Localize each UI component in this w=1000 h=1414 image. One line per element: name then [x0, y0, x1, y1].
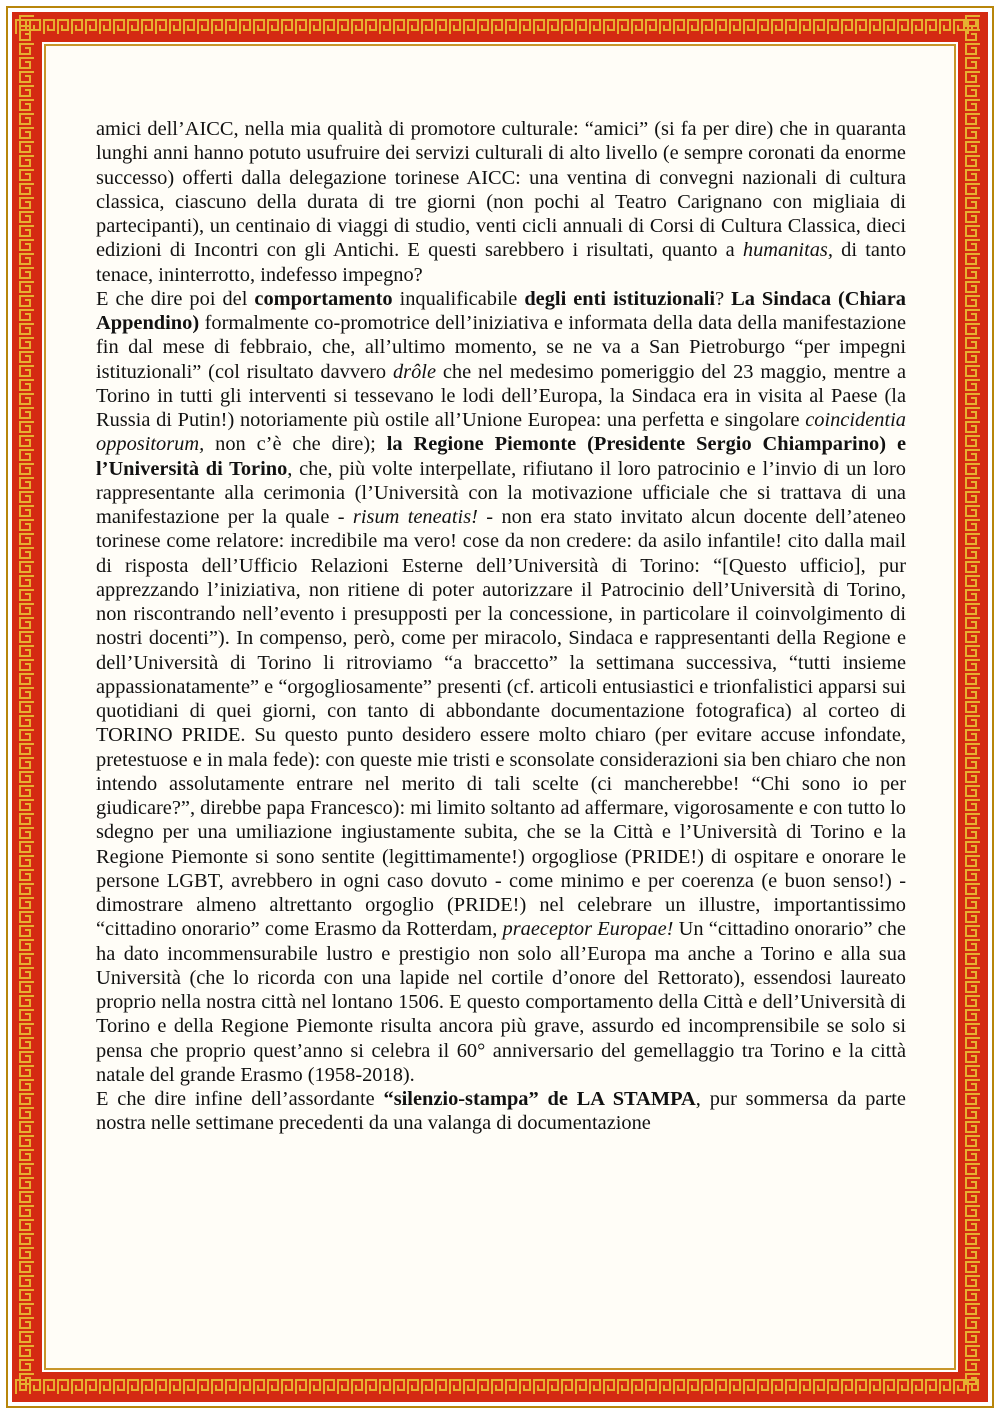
greek-key-pattern-top [14, 14, 986, 40]
paragraph-3 [96, 1087, 906, 1136]
paragraph-1 [96, 117, 906, 287]
italic-run: risum teneatis! [352, 506, 478, 528]
text-run: non c’è che dire); [204, 433, 387, 456]
text-run: , che, più volte interpellate, rifiutano il loro patrocinio e l’invio di un loro rappresentante alla cerimonia (l’Università con la motivazione ufficiale che si trattava di una manifestazione per la quale - [96, 457, 906, 528]
italic-run: drôle [392, 360, 437, 383]
text-run: , pur sommersa da parte nostra nelle settimane precedenti da una valanga di documentazione [96, 1088, 906, 1135]
greek-key-pattern-bottom [14, 1374, 986, 1400]
bold-run: La Sindaca (Chiara Appendino) [96, 287, 906, 334]
italic-run: coincidentia oppositorum, [96, 409, 906, 456]
text-run: E che dire infine dell’assordante [96, 1088, 384, 1110]
italic-run: praeceptor Europae! [502, 918, 674, 941]
text-run: inqualificabile [392, 287, 525, 310]
bold-run: comportamento [254, 287, 393, 310]
text-run: di tanto tenace, ininterrotto, indefesso impegno? [96, 239, 907, 286]
text-run: E che dire poi del [96, 287, 255, 310]
bold-run: la Regione Piemonte (Presidente Sergio Chiamparino) e l’Università di Torino [96, 433, 907, 480]
text-run: ? [715, 287, 732, 310]
text-run: formalmente co-promotrice dell’iniziativa e informata della data della manifestazione fin dal mese di febbraio, che, all’ultimo momento, se ne va a San Pietroburgo “per impegni istituzionali” (col risultato davvero [96, 312, 906, 383]
text-run: che nel medesimo pomeriggio del 23 maggio, mentre a Torino in tutti gli interventi si tessevano le lodi dell’Europa, la Sindaca era in visita al Paese (la Russia di Putin!) notoriamente più ostile all’Unione Europea: una perfetta e singolare [96, 360, 906, 431]
italic-run: humanitas, [742, 239, 833, 262]
text-run: - non era stato invitato alcun docente dell’ateneo torinese come relatore: incredibile ma vero! cose da non credere: da asilo infantile! cito dalla mail di risposta dell’Ufficio Relazioni Esterne dell’Università di Torino: “[Questo ufficio], pur apprezzando l’iniziativa, non ritiene di poter autorizzare il Patrocinio dell’Università di Torino, non riscontrando nell’evento i presupposti per la concessione, in particolare il coinvolgimento di nostri docenti”). In compenso, però, come per miracolo, Sindaca e rappresentanti della Regione e dell’Università di Torino li ritroviamo “a braccetto” la settimana successiva, “tutti insieme appassionatamente” e “orgogliosamente” presenti (cf. articoli entusiastici e trionfalistici apparsi sui quotidiani di quei giorni, con tanto di abbondante documentazione fotografica) al corteo di TORINO PRIDE. Su questo punto desidero essere molto chiaro (per evitare accuse infondate, pretestuose e in mala fede): con queste mie tristi e sconsolate considerazioni sia ben chiaro che non intendo assolutamente entrare nel merito di tali scelte (ci mancherebbe! “Chi sono io per giudicare?”, direbbe papa Francesco): mi limito soltanto ad affermare, vigorosamente e con tutto lo sdegno per una umiliazione ingiustamente subita, che se la Città e l’Università di Torino e la Regione Piemonte si sono sentite (legittimamente!) orgogliose (PRIDE!) di ospitare e onorare le persone LGBT, avrebbero in ogni caso dovuto - come minimo e per coerenza (e buon senso!) - dimostrare almeno altrettanto orgoglio (PRIDE!) nel celebrare un illustre, importantissimo “cittadino onorario” come Erasmo da Rotterdam, [96, 506, 906, 941]
bold-run: degli enti istituzionali [524, 287, 716, 310]
text-run: amici dell’AICC, nella mia qualità di promotore culturale: “amici” (si fa per dire) che in quaranta lunghi anni hanno potuto usufruire dei servizi culturali di alto livello (e sempre coronati da enorme successo) offerti dalla delegazione torinese AICC: una ventina di convegni nazionali di cultura classica, ciascuno della durata di tre giorni (non pochi al Teatro Carignano con migliaia di partecipanti), un centinaio di viaggi di studio, venti cicli annuali di Corsi di Cultura Classica, dieci edizioni di Incontri con gli Antichi. E questi sarebbero i risultati, quanto a [96, 118, 906, 262]
body-text [96, 117, 906, 1136]
bold-run: “silenzio-stampa” de LA STAMPA [383, 1088, 696, 1110]
greek-key-pattern-left [14, 14, 40, 1400]
paragraph-2 [96, 287, 906, 1087]
text-run: Un “cittadino onorario” che ha dato incommensurabile lustro e prestigio non solo all’Europa ma anche a Torino e alla sua Università (che lo ricorda con una lapide nel cortile d’onore del Rettorato), essendosi laureato proprio nella nostra città nel lontano 1506. E questo comportamento della Città e dell’Università di Torino e della Regione Piemonte risulta ancora più grave, assurdo ed incomprensibile se solo si pensa che proprio quest’anno si celebra il 60° anniversario del gemellaggio tra Torino e la città natale del grande Erasmo (1958-2018). [96, 918, 906, 1086]
greek-key-pattern-right [960, 14, 986, 1400]
